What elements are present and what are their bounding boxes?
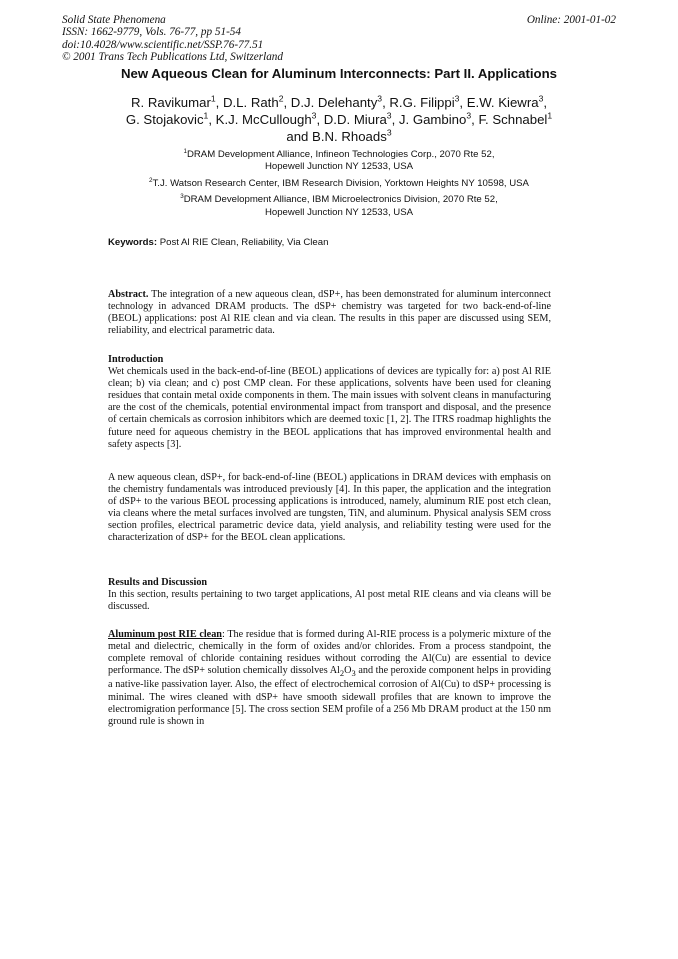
author: E.W. Kiewra — [466, 95, 539, 110]
author: G. Stojakovic — [125, 112, 204, 127]
results-paragraph-1: In this section, results pertaining to two target applications, Al post metal RIE cleans and via cleans will be discussed. — [108, 589, 551, 613]
author-sup: 3 — [454, 93, 460, 104]
author-sep: , — [471, 112, 479, 127]
author-sup: 3 — [311, 110, 317, 121]
author-sup: 3 — [466, 110, 472, 121]
author-sep: , — [283, 95, 291, 110]
author: F. Schnabel — [478, 112, 548, 127]
author-sup: 3 — [538, 93, 544, 104]
author: and B.N. Rhoads — [286, 129, 387, 144]
aluminum-subscript: 2 — [339, 668, 345, 679]
paper-title: New Aqueous Clean for Aluminum Interconnects: Part II. Applications — [121, 66, 557, 81]
keywords — [108, 237, 328, 248]
online-date: Online: 2001-01-02 — [526, 14, 616, 26]
author-line-1 — [60, 94, 618, 111]
affiliation-2 — [60, 178, 618, 190]
copyright-line: © 2001 Trans Tech Publications Ltd, Switzerland — [62, 51, 283, 64]
abstract-label: Abstract. — [108, 289, 149, 300]
results-heading: Results and Discussion — [108, 577, 208, 588]
affiliation-line: DRAM Development Alliance, Infineon Technologies Corp., 2070 Rte 52, — [186, 149, 495, 160]
aluminum-paragraph — [108, 629, 551, 728]
author: D.D. Miura — [323, 112, 387, 127]
affiliation-1 — [60, 149, 618, 174]
author-sup: 3 — [386, 127, 392, 138]
affiliation-line: Hopewell Junction NY 12533, USA — [264, 206, 414, 218]
affiliation-line: DRAM Development Alliance, IBM Microelectronics Division, 2070 Rte 52, — [183, 194, 498, 206]
author-sup: 1 — [547, 110, 553, 121]
author-sep: , — [382, 95, 390, 110]
abstract — [108, 289, 551, 337]
affiliation-sup: 3 — [180, 193, 184, 201]
author-sup: 1 — [210, 93, 216, 104]
author-sup: 2 — [278, 93, 284, 104]
author-sup: 3 — [386, 110, 392, 121]
aluminum-subscript: 3 — [351, 668, 356, 679]
introduction-paragraph-1: Wet chemicals used in the back-end-of-line (BEOL) applications of devices are typically for: a) post Al RIE clean; b) via clean; and c) post CMP clean. For these applications, solvents have been used for cleaning residues that contain metal oxide components in them. The main issues with solvent cleans in manufacturing are the cost of the chemicals, potential environmental impact from transport and disposal, and the presence of certain chemicals as corrosion inhibitors which are deemed toxic [1, 2]. The ITRS roadmap highlights the future need for aqueous chemistry in the BEOL applications that has improved environmental health and safety aspects [3]. — [108, 366, 551, 450]
author: R.G. Filippi — [389, 95, 455, 110]
introduction-paragraph-2: A new aqueous clean, dSP+, for back-end-of-line (BEOL) applications in DRAM devices with emphasis on the chemistry fundamentals was introduced previously [4]. In this paper, the application and the integration of dSP+ to the various BEOL processing applications is introduced, namely, aluminum RIE post etch clean, via cleans where the metal surfaces involved are tungsten, TiN, and aluminum. Physical analysis SEM cross section profiles, electrical parametric device data, yield analysis, and reliability testing were used for the characterization of dSP+ for the BEOL clean applications. — [108, 472, 551, 544]
introduction-section — [108, 354, 551, 451]
author-sep: , — [215, 95, 223, 110]
aluminum-text: O — [344, 665, 352, 677]
journal-name: Solid State Phenomena — [62, 14, 166, 26]
introduction-heading: Introduction — [108, 354, 164, 365]
affiliation-line: T.J. Watson Research Center, IBM Research Division, Yorktown Heights NY 10598, USA — [152, 177, 529, 189]
author-sup: 1 — [203, 110, 209, 121]
aluminum-label: Aluminum post RIE clean — [108, 629, 222, 640]
affiliation-line: Hopewell Junction NY 12533, USA — [264, 161, 414, 173]
author: K.J. McCullough — [215, 112, 312, 127]
author: J. Gambino — [398, 112, 467, 127]
aluminum-text: and the peroxide component helps in providing a native-like passivation layer. Also, the effect of electrochemical corrosion of Al(Cu) to dSP+ processing is minimal. The wires cleaned with dSP+ have smooth sidewall profiles that are known to improve the electromigration performance [5]. The cross section SEM profile of a 256 Mb DRAM product at the 150 nm ground rule is shown in — [108, 665, 551, 727]
author-sep: , — [391, 112, 399, 127]
doi-line: doi:10.4028/www.scientific.net/SSP.76-77.51 — [62, 38, 264, 51]
keywords-label: Keywords: — [108, 237, 158, 248]
author-sep: , — [316, 112, 324, 127]
author-sep: , — [543, 95, 548, 110]
author-sep: , — [208, 112, 216, 127]
affiliation-3 — [60, 194, 618, 219]
header-citation — [62, 14, 283, 64]
author-list — [60, 94, 618, 145]
author-sep: , — [459, 95, 467, 110]
author: D.J. Delehanty — [290, 95, 378, 110]
affiliation-list — [60, 149, 618, 223]
results-section — [108, 577, 551, 613]
author-line-2 — [60, 111, 618, 128]
affiliation-sup: 1 — [183, 147, 187, 155]
keywords-text: Post Al RIE Clean, Reliability, Via Clean — [159, 237, 329, 248]
affiliation-sup: 2 — [149, 176, 153, 184]
author: D.L. Rath — [222, 95, 279, 110]
aluminum-text: : The residue that is formed during Al-RIE process is a polymeric mixture of the metal and dielectric, chemically in the form of oxides and/or chlorides. From a process standpoint, the complete removal of chloride containing residues without corroding the Al(Cu) are essential to device performance. The dSP+ solution chemically dissolves Al — [108, 629, 551, 677]
author-line-3 — [60, 128, 618, 145]
author-sup: 3 — [377, 93, 383, 104]
abstract-text: The integration of a new aqueous clean, dSP+, has been demonstrated for aluminum interconnect technology in advanced DRAM products. The dSP+ chemistry was targeted for two back-end-of-line (BEOL) applications: post Al RIE clean and via clean. The results in this paper are discussed using SEM, reliability, and electrical parametric data. — [108, 289, 551, 337]
issn-line: ISSN: 1662-9779, Vols. 76-77, pp 51-54 — [62, 26, 241, 39]
author: R. Ravikumar — [130, 95, 211, 110]
